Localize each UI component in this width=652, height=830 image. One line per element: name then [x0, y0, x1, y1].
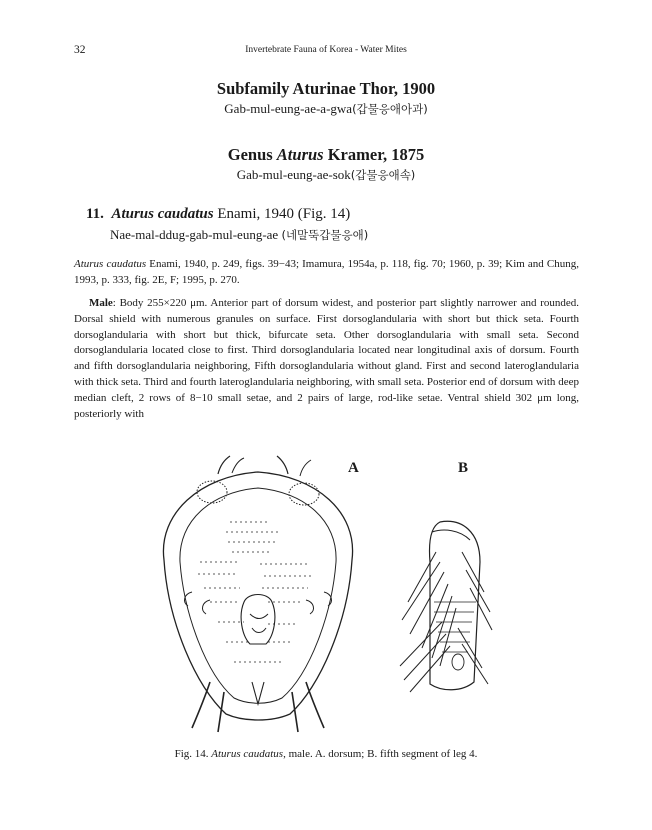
running-head [74, 44, 578, 58]
subfamily-transliteration [60, 101, 592, 117]
synonymy-paragraph [74, 256, 579, 288]
caption-species: Aturus caudatus [211, 748, 284, 760]
species-transliteration [110, 227, 368, 243]
species-name: Aturus caudatus [111, 206, 214, 222]
species-authority: Enami, 1940 [217, 206, 294, 222]
panel-b-leg-segment [400, 521, 492, 692]
genus-korean: (갑물응애속) [350, 168, 416, 182]
species-figure-ref: (Fig. 14) [297, 206, 351, 222]
genus-romanized: Gab-mul-eung-ae-sok [236, 167, 351, 182]
panel-a-label: A [348, 460, 359, 476]
caption-prefix: Fig. 14. [174, 748, 212, 760]
subfamily-heading: Subfamily Aturinae Thor, 1900 [216, 79, 436, 98]
panel-a-dorsum [163, 456, 352, 732]
subfamily-romanized: Gab-mul-eung-ae-a-gwa [224, 101, 353, 116]
panel-b-label: B [458, 460, 469, 476]
species-heading [86, 206, 350, 223]
page-number: 32 [74, 44, 86, 56]
description-label: Male [88, 297, 113, 309]
figure-drawing [140, 452, 520, 734]
caption-text: , male. A. dorsum; B. fifth segment of leg 4. [283, 748, 478, 760]
figure-14 [140, 452, 520, 734]
genus-label: Genus [227, 145, 273, 164]
genus-name: Aturus [276, 145, 324, 164]
species-romanized: Nae-mal-ddug-gab-mul-eung-ae [110, 227, 279, 242]
description-text: : Body 255×220 μm. Anterior part of dorsum widest, and posterior part slightly narrower and rounded. Dorsal shield with numerous granules on surface. First dorsoglandularia with short but thick seta. Fourth dorsoglandularia with short but thick, bifurcate seta. Other dorsoglandularia with small seta. Second dorsoglandularia located close to first. Third dorsoglandularia located near longitudinal axis of dorsum. Fourth and fifth dorsoglandularia neighboring, Fifth dorsoglandularia without gland. First and second lateroglandularia with thick seta. Third and fourth lateroglandularia neighboring, with small seta. Posterior end of dorsum with deep median cleft, 2 rows of 8−10 small setae, and 2 pairs of large, rod-like setae. Ventral shield 302 μm long, posteriorly with [74, 297, 579, 420]
genus-authority: Kramer, 1875 [327, 145, 425, 164]
synonymy-name: Aturus caudatus [74, 258, 147, 270]
description-paragraph [74, 296, 579, 422]
running-title: Invertebrate Fauna of Korea - Water Mites [245, 45, 407, 55]
figure-caption [60, 748, 592, 760]
genus-transliteration [60, 167, 592, 183]
subfamily-korean: (갑물응애아과) [352, 102, 428, 116]
synonymy-text: Enami, 1940, p. 249, figs. 39−43; Imamura, 1954a, p. 118, fig. 70; 1960, p. 39; Kim and Chung, 1993, p. 333, fig. 2E, F; 1995, p. 270. [74, 258, 580, 286]
species-korean: (네말뚝갑물응애) [281, 228, 369, 242]
species-number: 11. [86, 206, 104, 222]
genus-heading [60, 145, 592, 165]
